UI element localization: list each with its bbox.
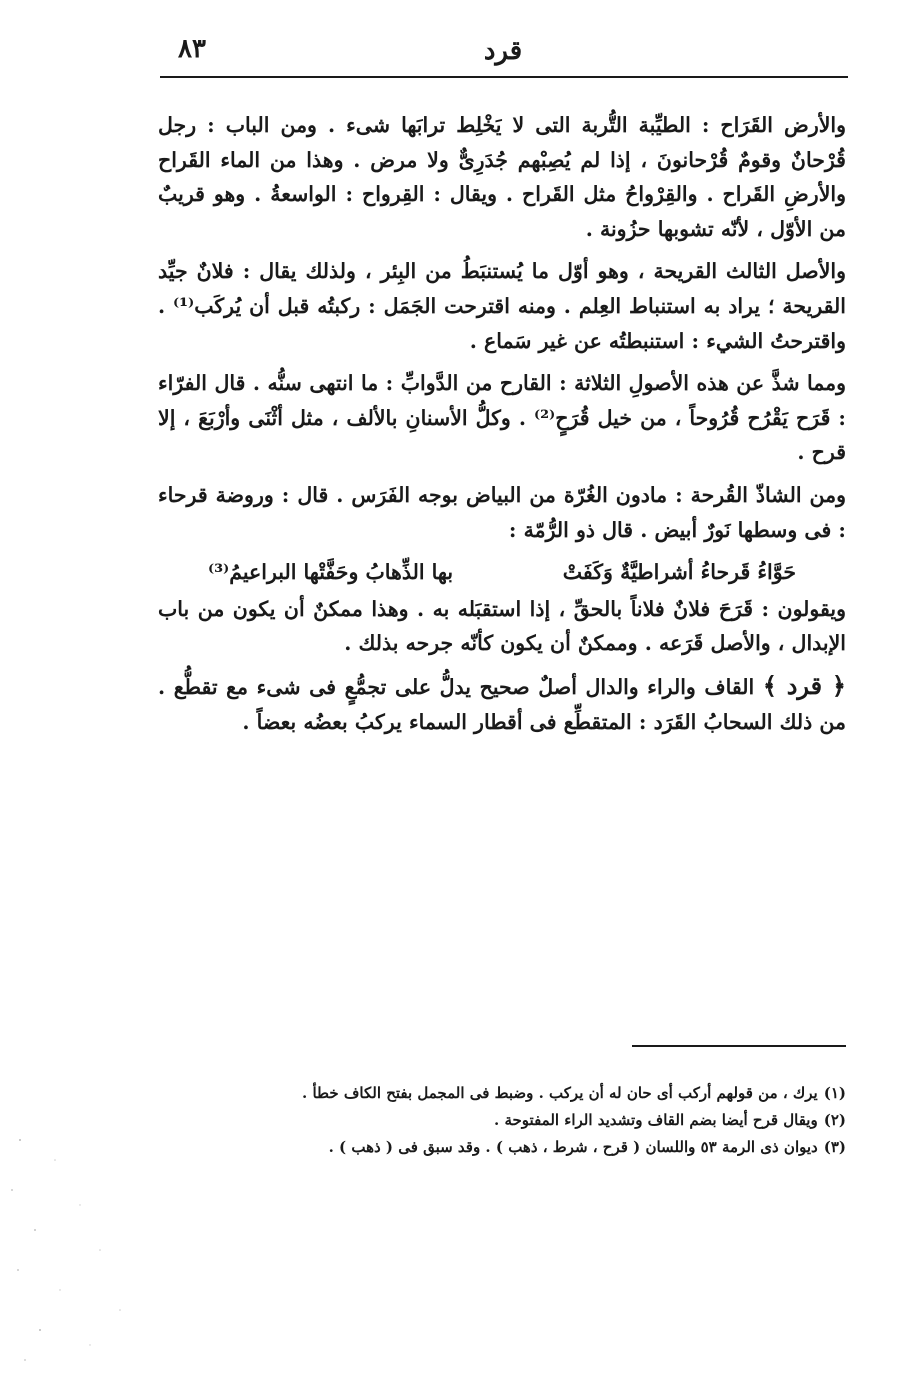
verse-hemistich-2: بها الذِّهابُ وحَفَّتْها البراعيمُ⁽³⁾ [208, 560, 454, 585]
page-number: ٨٣ [178, 34, 206, 64]
footnotes [158, 1080, 846, 1161]
page-header [158, 30, 848, 74]
footnote-1-text: يرك ، من قولهم أركب أى حان له أن يركب . وضبط فى المجمل بفتح الكاف خطأ . [302, 1084, 818, 1102]
paper-speckles [0, 1130, 180, 1370]
footnote-2 [158, 1107, 846, 1134]
footnote-2-text: ويقال قرح أيضا بضم القاف وتشديد الراء المفتوحة . [494, 1111, 818, 1129]
footnote-1-mark: (١) [823, 1084, 846, 1102]
main-text [158, 108, 846, 747]
entry-text: القاف والراء والدال أصلٌ صحيح يدلُّ على تجمُّعٍ فى شىء مع تقطُّع . من ذلك السحابُ القَرَد : المتقطِّع فى أقطار السماء يركبُ بعضُه بعضاً . [158, 674, 846, 734]
footnote-3-mark: (٣) [823, 1138, 846, 1156]
footnote-1 [158, 1080, 846, 1107]
paragraph-4: ومن الشاذّ القُرحة : مادون الغُرّة من البياض بوجه الفَرَس . قال : وروضة قرحاء : فى وسطها نَورٌ أبيض . قال ذو الرُّمّة : [158, 482, 846, 542]
verse-hemistich-1: حَوَّاءُ قَرحاءُ أشراطيَّةٌ وَكَفَتْ [562, 560, 796, 585]
paragraph-5: ويقولون : قَرَحَ فلانٌ فلاناً بالحقِّ ، إذا استقبَله به . وهذا ممكنٌ أن يكون من باب الإبدال ، والأصل قَرَعه . وممكنٌ أن يكون كأنّه جرحه بذلك . [158, 596, 846, 656]
footnote-rule [632, 1045, 846, 1047]
footnote-3-text: ديوان ذى الرمة ٥٣ واللسان ( قرح ، شرط ، ذهب ) . وقد سبق فى ( ذهب ) . [328, 1138, 818, 1156]
running-title: قرد [483, 36, 523, 66]
poetry-verse [158, 555, 846, 590]
paragraph-3: ومما شذَّ عن هذه الأصولِ الثلاثة : القارح من الدَّوابِّ : ما انتهى سنُّه . قال الفرّاء : قَرَح يَقْرُح قُرُوحاً ، من خيل قُرَحٍ⁽²⁾ . وكلُّ الأسنانِ بالألف ، مثل أثْنَى وأرْبَعَ ، إلا قرح . [158, 371, 846, 465]
footnote-2-mark: (٢) [823, 1111, 846, 1129]
paragraph-2: والأصل الثالث القريحة ، وهو أوّل ما يُستنبَطُ من البِئر ، ولذلك يقال : فلانٌ جيِّد القريحة ؛ يراد به استنباط العِلم . ومنه اقترحت الجَمَل : ركبتُه قبل أن يُركَب⁽¹⁾ . واقترحتُ الشيء : استنبطتُه عن غير سَماع . [158, 259, 846, 353]
header-rule [160, 76, 848, 78]
paragraph-1: والأرض القَرَاح : الطيِّبة التُّربة التى لا يَخْلِط ترابَها شىء . ومن الباب : رجل قُرْحانٌ وقومٌ قُرْحانونَ ، إذا لم يُصِبْهم جُدَرِىٌّ ولا مرض . وهذا من الماء القَراح والأرضِ القَراح . والقِرْواحُ مثل القَراح . ويقال : القِرواح : الواسعةُ . وهو قريبٌ من الأوّل ، لأنّه تشوبها حزُونة . [158, 113, 846, 241]
entry-headword: ﴿ قرد ﴾ [762, 670, 846, 700]
footnote-3 [158, 1134, 846, 1161]
dictionary-entry [158, 669, 846, 739]
